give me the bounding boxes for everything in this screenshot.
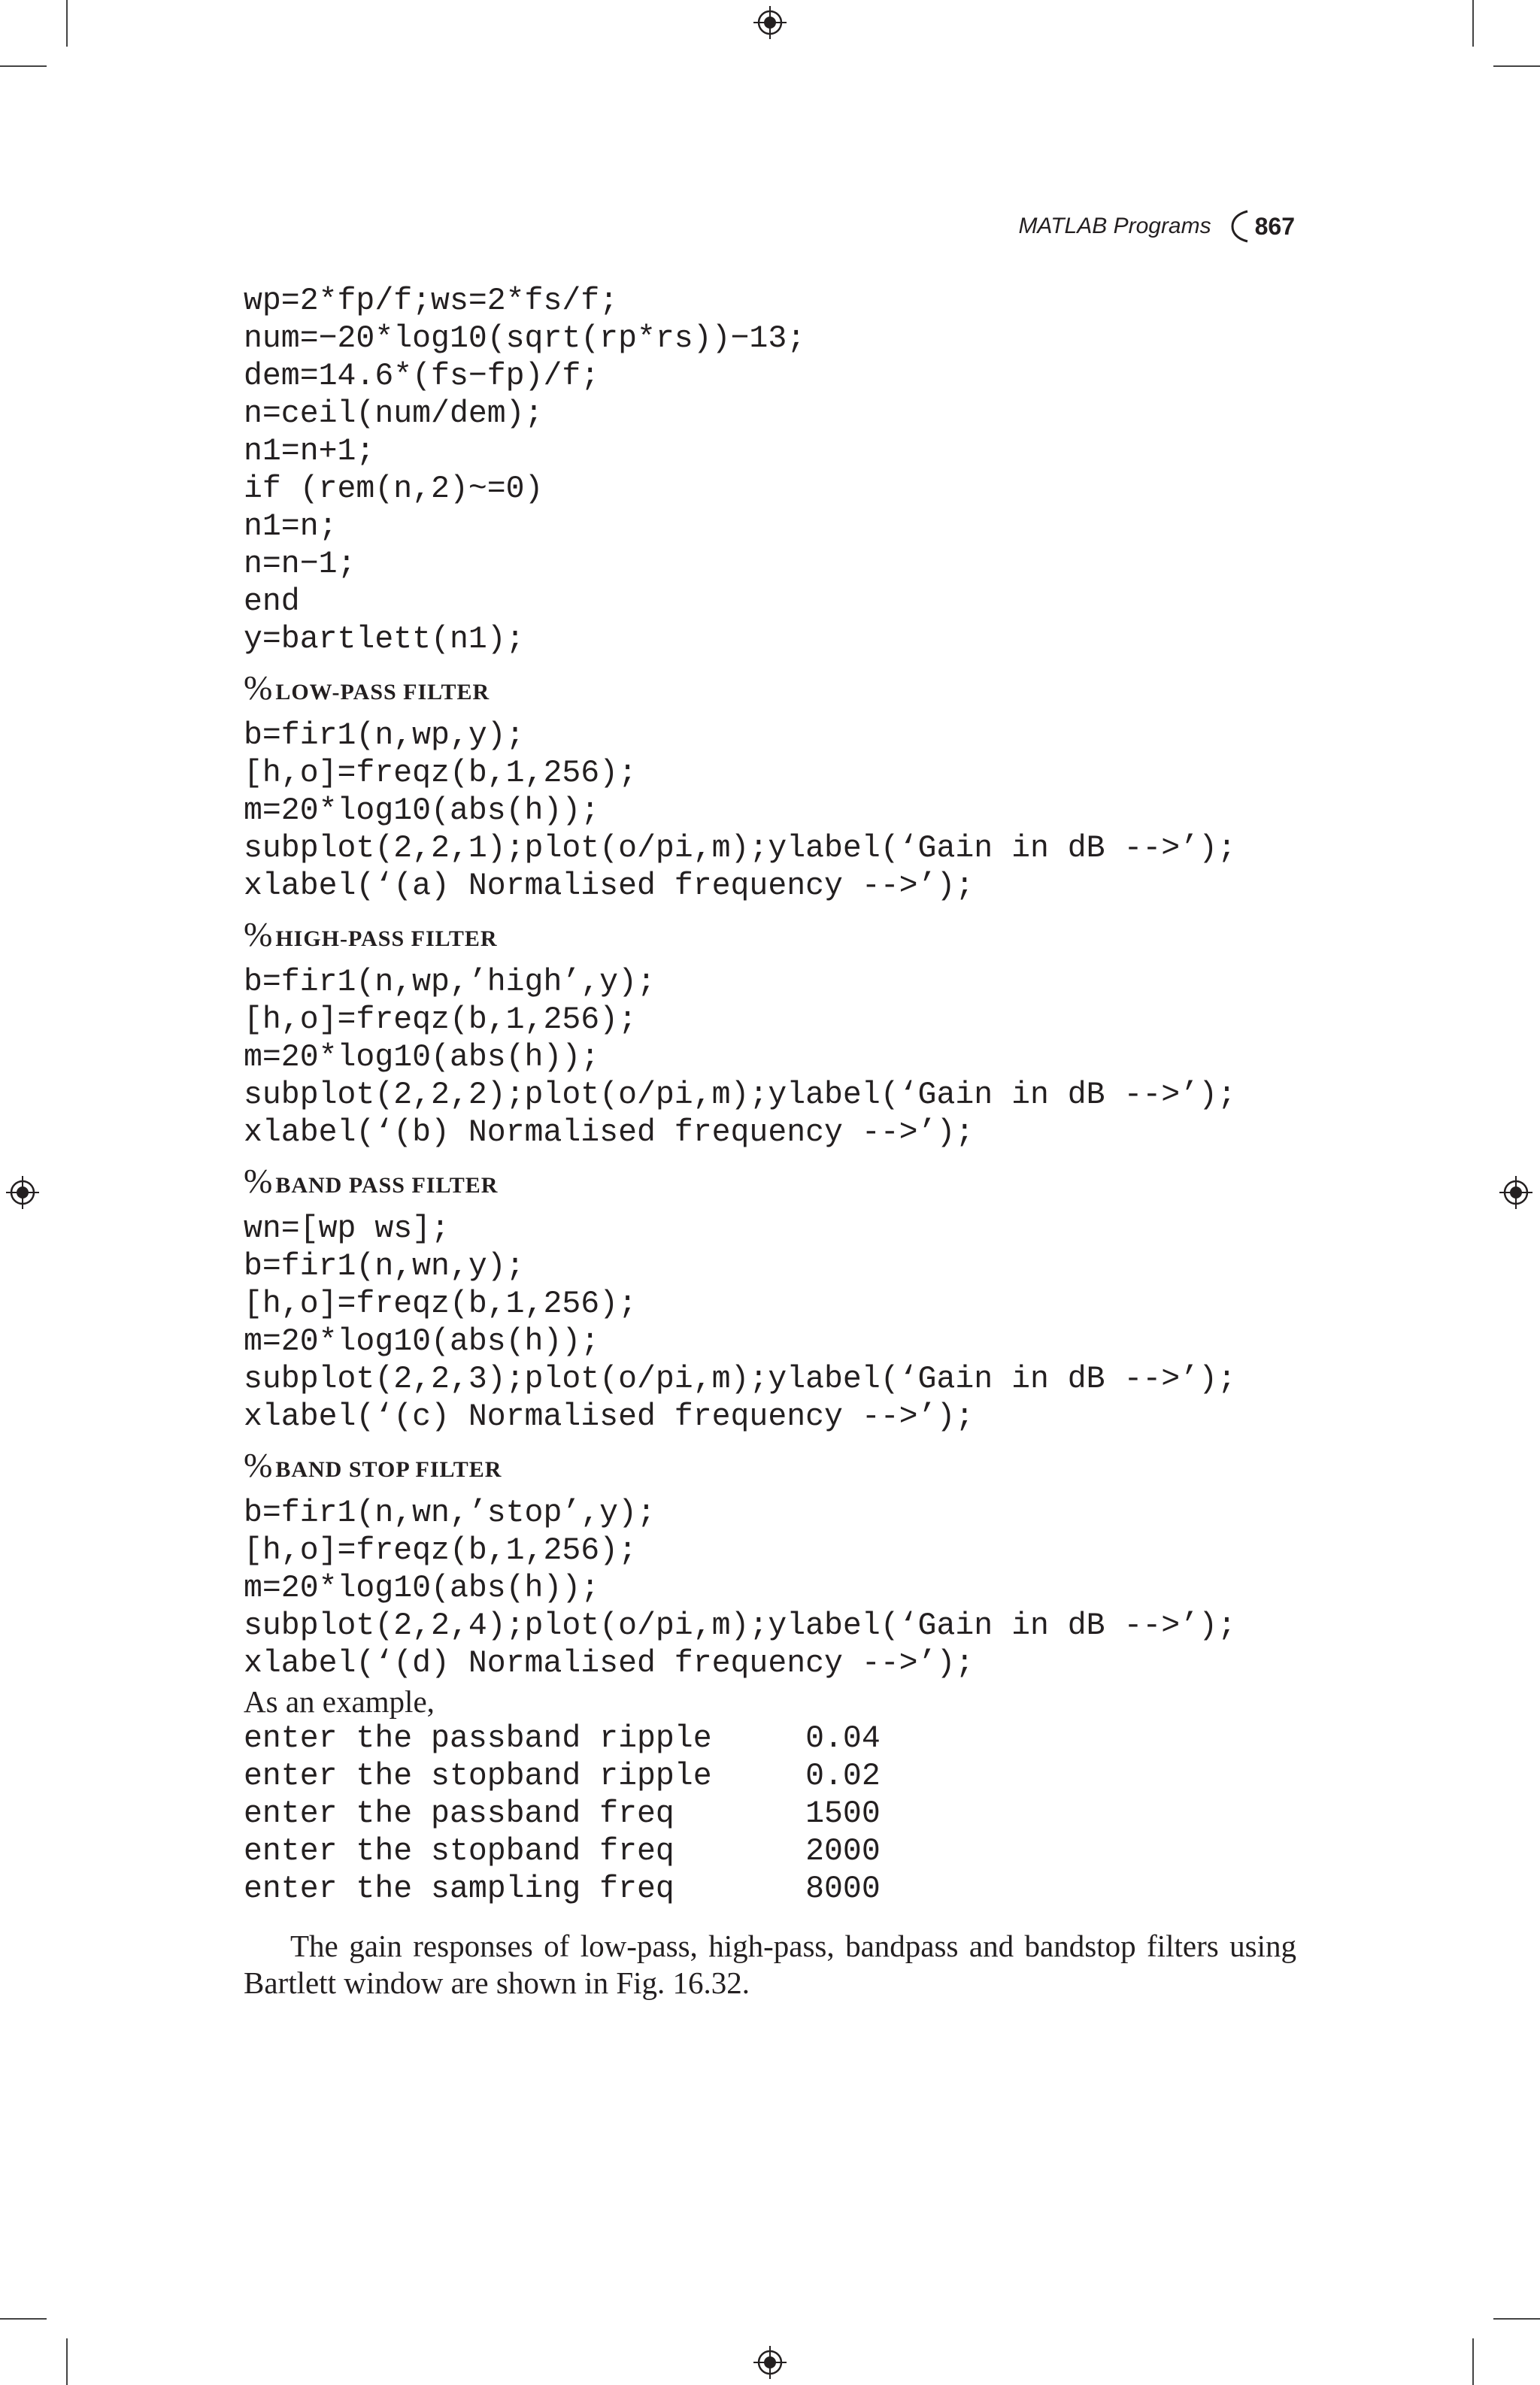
comment-text: BAND PASS FILTER [275,1173,499,1198]
crop-mark [1472,0,1474,47]
crop-mark [1493,65,1540,67]
comment-lowpass [244,659,1296,717]
comment-symbol: % [244,668,273,707]
code-block-lowpass: b=fir1(n,wp,y); [h,o]=freqz(b,1,256); m=20*log10(abs(h)); subplot(2,2,1);plot(o/pi,m);ylabel(‘Gain in dB -->’); xlabel(‘(a) Normalised frequency -->’); [244,718,1236,904]
comment-text: HIGH-PASS FILTER [275,926,498,951]
comment-symbol: % [244,915,273,953]
registration-mark-icon [1499,1176,1532,1209]
registration-mark-icon [753,6,787,39]
crop-mark [0,2318,47,2320]
page-number: 867 [1254,212,1295,240]
comment-bandpass [244,1152,1296,1211]
body-paragraph: The gain responses of low-pass, high-pass, bandpass and bandstop filters using Bartlett window are shown in Fig. 16.32. [244,1929,1296,2000]
code-block-bandstop: b=fir1(n,wn,’stop’,y); [h,o]=freqz(b,1,256); m=20*log10(abs(h)); subplot(2,2,4);plot(o/pi,m);ylabel(‘Gain in dB -->’); xlabel(‘(d) Normalised frequency -->’); [244,1496,1236,1681]
registration-mark-icon [6,1176,39,1209]
comment-highpass [244,905,1296,964]
code-block-highpass: b=fir1(n,wp,’high’,y); [h,o]=freqz(b,1,256); m=20*log10(abs(h)); subplot(2,2,2);plot(o/pi,m);ylabel(‘Gain in dB -->’); xlabel(‘(b) Normalised frequency -->’); [244,965,1236,1150]
crop-mark [0,65,47,67]
code-block-setup: wp=2*fp/f;ws=2*fs/f; num=−20*log10(sqrt(rp*rs))−13; dem=14.6*(fs−fp)/f; n=ceil(num/dem); n1=n+1; if (rem(n,2)~=0) n1=n; n=n−1; end y=bartlett(n1); [244,283,806,657]
comment-symbol: % [244,1162,273,1200]
crop-mark [66,0,68,47]
page-bracket-icon [1229,209,1249,244]
section-title: MATLAB Programs [1018,214,1211,238]
registration-mark-icon [753,2346,787,2379]
example-intro: As an example, [244,1684,435,1719]
running-header [1018,209,1295,244]
comment-text: LOW-PASS FILTER [275,680,490,705]
comment-symbol: % [244,1446,273,1484]
page-content [244,283,1296,2002]
comment-text: BAND STOP FILTER [275,1457,502,1482]
crop-mark [66,2338,68,2385]
crop-mark [1493,2318,1540,2320]
crop-mark [1472,2338,1474,2385]
code-block-bandpass: wn=[wp ws]; b=fir1(n,wn,y); [h,o]=freqz(b,1,256); m=20*log10(abs(h)); subplot(2,2,3);plot(o/pi,m);ylabel(‘Gain in dB -->’); xlabel(‘(c) Normalised frequency -->’); [244,1211,1236,1435]
example-values: enter the passband ripple 0.04 enter the stopband ripple 0.02 enter the passband freq 1500 enter the stopband freq 2000 enter the sampling freq 8000 [244,1721,881,1907]
comment-bandstop [244,1436,1296,1495]
